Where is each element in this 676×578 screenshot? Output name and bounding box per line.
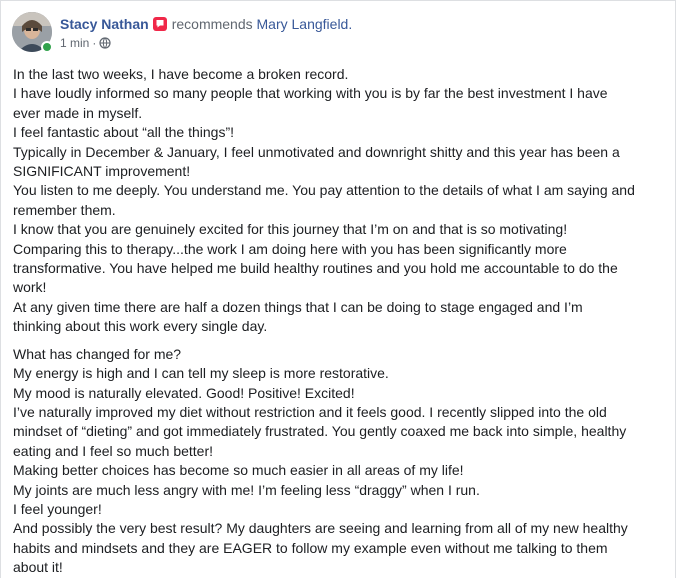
post-meta xyxy=(60,12,352,53)
post-text-line: about it! xyxy=(13,559,63,576)
post-text-line: I feel younger! xyxy=(13,500,102,517)
post-subline xyxy=(60,35,352,53)
author-name-link[interactable]: Stacy Nathan xyxy=(60,16,149,32)
post-text-line: At any given time there are half a dozen things that I can be doing to stage engaged and I’m xyxy=(13,298,583,315)
post-text-line: Making better choices has become so much easier in all areas of my life! xyxy=(13,462,464,479)
post-text-line: My mood is naturally elevated. Good! Positive! Excited! xyxy=(13,384,355,401)
post-text-line: I’ve naturally improved my diet without restriction and it feels good. I recently slipped into the old xyxy=(13,403,607,420)
post-text-line: ever made in myself. xyxy=(13,104,143,121)
post-body xyxy=(13,65,665,578)
post-text-line: What has changed for me? xyxy=(13,345,182,362)
online-status-dot xyxy=(41,41,53,53)
post-text-line: transformative. You have helped me build healthy routines and you hold me accountable to do the xyxy=(13,260,618,277)
post-text-line: mindset of “dieting” and got immediately frustrated. You gently coaxed me back into simple, healthy xyxy=(13,423,627,440)
separator-dot: · xyxy=(92,36,97,50)
post-header xyxy=(12,12,352,56)
post-text-line: eating and I feel so much better! xyxy=(13,442,214,459)
post-text-line: SIGNIFICANT improvement! xyxy=(13,163,191,180)
post-text-line: remember them. xyxy=(13,201,116,218)
paragraph-gap xyxy=(13,337,665,345)
post-text-line: I know that you are genuinely excited for this journey that I’m on and that is so motivating! xyxy=(13,221,568,238)
post-text-line: In the last two weeks, I have become a broken record. xyxy=(13,66,349,82)
post-text-line: Comparing this to therapy...the work I am doing here with you has been significantly more xyxy=(13,240,567,257)
post-text-line: My joints are much less angry with me! I’m feeling less “draggy” when I run. xyxy=(13,481,480,498)
recommend-flag-icon xyxy=(153,17,167,31)
post-paragraph-1 xyxy=(13,65,665,337)
post-text-line: thinking about this work every single day. xyxy=(13,318,268,335)
post-timestamp-link[interactable]: 1 min xyxy=(60,36,90,50)
avatar-container[interactable] xyxy=(12,12,52,52)
recommended-page-link[interactable]: Mary Langfield. xyxy=(256,16,353,32)
post-text-line: My energy is high and I can tell my sleep is more restorative. xyxy=(13,365,389,382)
post-text-line: And possibly the very best result? My daughters are seeing and learning from all of my new healthy xyxy=(13,520,628,537)
post-text-line: Typically in December & January, I feel unmotivated and downright shitty and this year has been a xyxy=(13,143,620,160)
recommends-verb: recommends xyxy=(171,16,253,32)
post-paragraph-2 xyxy=(13,345,665,578)
post-text-line: I feel fantastic about “all the things”! xyxy=(13,124,235,141)
post-text-line: work! xyxy=(13,279,47,296)
globe-icon[interactable] xyxy=(99,37,111,53)
post-text-line: I have loudly informed so many people that working with you is by far the best investment I have xyxy=(13,85,608,102)
post-headline xyxy=(60,15,352,33)
post-text-line: You listen to me deeply. You understand me. You pay attention to the details of what I am saying and xyxy=(13,182,635,199)
post-text-line: habits and mindsets and they are EAGER to follow my example even without me talking to them xyxy=(13,539,608,556)
